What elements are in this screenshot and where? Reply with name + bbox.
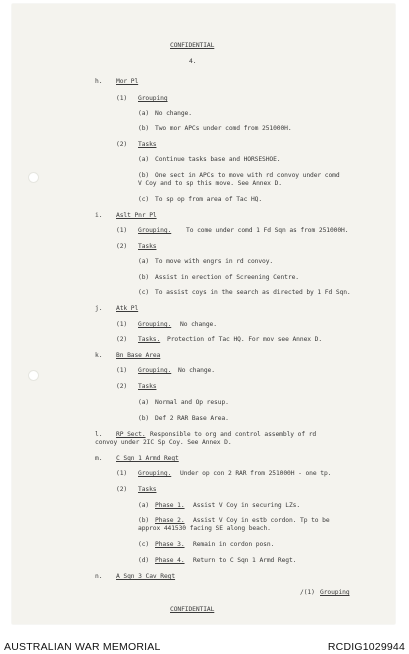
phase-label: Phase 3. (155, 541, 185, 548)
para-number: l. (95, 431, 103, 438)
punch-hole (28, 172, 39, 183)
sub-number: (1) (116, 227, 128, 234)
para-text-continued: convoy under 2IC Sp Coy. See Annex D. (95, 439, 232, 446)
item-text: Assist V Coy in estb cordon. Tp to be (193, 517, 330, 524)
item-text-continued: approx 441530 facing SE along beach. (138, 525, 271, 532)
sub-text: Protection of Tac HQ. For mov see Annex D. (167, 336, 323, 343)
sub-label: Grouping. (138, 321, 172, 328)
item-text: One sect in APCs to move with rd convoy under comd (155, 172, 340, 179)
archive-institution: AUSTRALIAN WAR MEMORIAL (4, 641, 161, 653)
item-text: No change. (155, 110, 192, 117)
continuation-prefix: /(1) (300, 589, 315, 596)
sub-text: Under op con 2 RAR from 251000H - one tp. (180, 470, 332, 477)
item-text: Two mor APCs under comd from 251000H. (155, 125, 292, 132)
item-number: (b) (138, 415, 150, 422)
archive-reference: RCDIG1029944 (327, 641, 405, 653)
item-number: (b) (138, 274, 150, 281)
item-number: (d) (138, 557, 150, 564)
para-number: k. (95, 352, 103, 359)
item-number: (c) (138, 289, 150, 296)
sub-label: Grouping. (138, 367, 172, 374)
sub-label: Grouping. (138, 470, 172, 477)
item-text: Remain in cordon posn. (193, 541, 275, 548)
sub-label: Tasks (138, 383, 157, 390)
item-text: Def 2 RAR Base Area. (155, 415, 229, 422)
item-number: (c) (138, 541, 150, 548)
item-text-continued: V Coy and to sp this move. See Annex D. (138, 180, 282, 187)
item-number: (a) (138, 110, 150, 117)
sub-number: (2) (116, 486, 128, 493)
para-number: i. (95, 212, 103, 219)
para-title: C Sqn 1 Armd Regt (116, 455, 179, 462)
sub-number: (1) (116, 321, 128, 328)
item-number: (b) (138, 125, 150, 132)
para-number: h. (95, 78, 103, 85)
sub-number: (2) (116, 243, 128, 250)
item-text: To sp op from area of Tac HQ. (155, 196, 263, 203)
sub-label: Grouping (138, 95, 168, 102)
item-text: To move with engrs in rd convoy. (155, 258, 274, 265)
para-number: n. (95, 573, 103, 580)
sub-label: Tasks. (138, 336, 161, 343)
sub-label: Grouping. (138, 227, 172, 234)
phase-label: Phase 2. (155, 517, 185, 524)
item-text: To assist coys in the search as directed by 1 Fd Sqn. (155, 289, 351, 296)
item-text: Return to C Sqn 1 Armd Regt. (193, 557, 297, 564)
phase-label: Phase 4. (155, 557, 185, 564)
para-title: A Sqn 3 Cav Regt (116, 573, 176, 580)
sub-number: (2) (116, 383, 128, 390)
sub-number: (1) (116, 470, 128, 477)
classification-footer: CONFIDENTIAL (170, 606, 215, 613)
para-text: Responsible to org and control assembly of rd (150, 431, 317, 438)
para-title: RP Sect. (116, 431, 146, 438)
sub-number: (2) (116, 141, 128, 148)
continuation-label: Grouping (320, 589, 350, 596)
sub-text: No change. (178, 367, 215, 374)
page-number: 4. (189, 58, 197, 65)
para-title: Mor Pl (116, 78, 139, 85)
item-number: (a) (138, 502, 150, 509)
item-number: (a) (138, 258, 150, 265)
item-number: (b) (138, 517, 150, 524)
sub-text: No change. (180, 321, 217, 328)
sub-number: (1) (116, 95, 128, 102)
item-text: Assist V Coy in securing LZs. (193, 502, 301, 509)
item-number: (a) (138, 156, 150, 163)
para-title: Atk Pl (116, 305, 139, 312)
sub-text: To come under comd 1 Fd Sqn as from 251000H. (186, 227, 349, 234)
item-text: Continue tasks base and HORSESHOE. (155, 156, 281, 163)
punch-hole (28, 370, 39, 381)
para-title: Aslt Pnr Pl (116, 212, 157, 219)
phase-label: Phase 1. (155, 502, 185, 509)
sub-label: Tasks (138, 141, 157, 148)
item-number: (a) (138, 399, 150, 406)
item-text: Assist in erection of Screening Centre. (155, 274, 299, 281)
sub-label: Tasks (138, 243, 157, 250)
classification-header: CONFIDENTIAL (170, 42, 215, 49)
item-number: (b) (138, 172, 150, 179)
item-number: (c) (138, 196, 150, 203)
para-title: Bn Base Area (116, 352, 161, 359)
sub-number: (2) (116, 336, 128, 343)
item-text: Normal and Op resup. (155, 399, 229, 406)
archive-footer (0, 630, 409, 654)
sub-number: (1) (116, 367, 128, 374)
para-number: m. (95, 455, 103, 462)
sub-label: Tasks (138, 486, 157, 493)
para-number: j. (95, 305, 103, 312)
